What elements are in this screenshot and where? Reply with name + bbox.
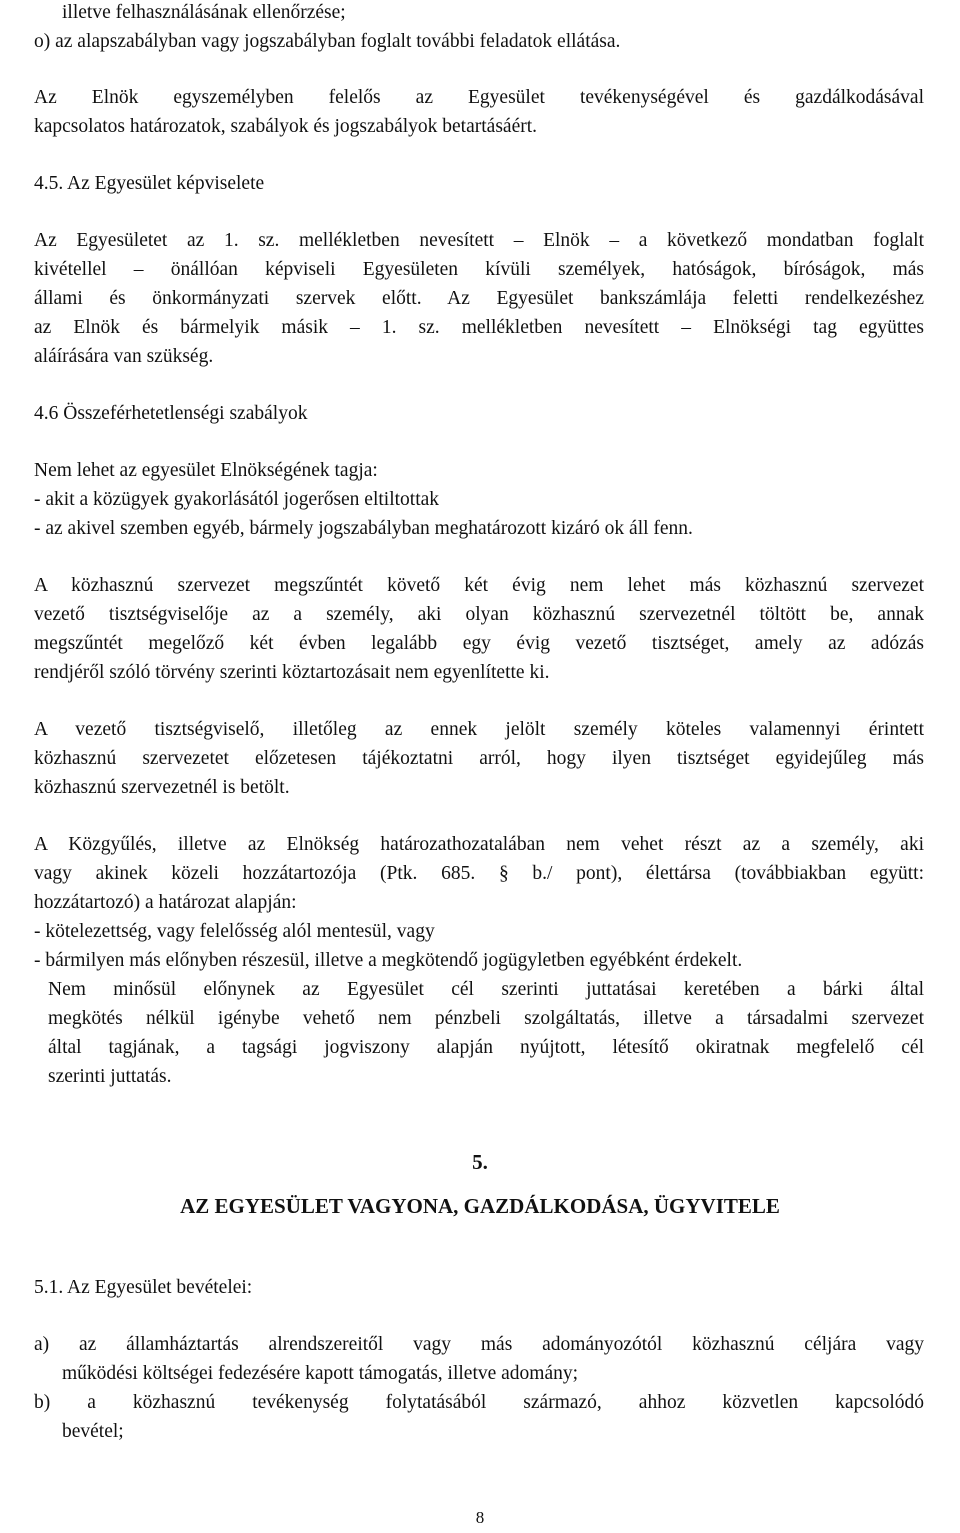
text-line: A Közgyűlés, illetve az Elnökség határozathozatalában nem vehet részt az a személy, aki bbox=[34, 834, 924, 855]
text-line: az Elnök és bármelyik másik – 1. sz. mellékletben nevesített – Elnökségi tag együttes bbox=[34, 317, 924, 338]
list-item: - az akivel szemben egyéb, bármely jogszabályban meghatározott kizáró ok áll fenn. bbox=[34, 518, 693, 539]
text-line: hozzátartozó) a határozat alapján: bbox=[34, 892, 297, 913]
list-item: b) a közhasznú tevékenység folytatásából származó, ahhoz közvetlen kapcsolódó bbox=[34, 1392, 924, 1413]
text-line: kapcsolatos határozatok, szabályok és jogszabályok betartásáért. bbox=[34, 116, 538, 137]
text-line: A közhasznú szervezet megszűntét követő két évig nem lehet más közhasznú szervezet bbox=[34, 575, 924, 596]
text-line: vezető tisztségviselője az a személy, aki olyan közhasznú szervezetnél töltött be, annak bbox=[34, 604, 924, 625]
list-item: - akit a közügyek gyakorlásától jogerősen eltiltottak bbox=[34, 489, 440, 510]
text-line: o) az alapszabályban vagy jogszabályban foglalt további feladatok ellátása. bbox=[34, 31, 621, 52]
section-title-4-5: 4.5. Az Egyesület képviselete bbox=[34, 173, 265, 194]
text-line: Az Egyesületet az 1. sz. mellékletben nevesített – Elnök – a következő mondatban foglalt bbox=[34, 230, 924, 251]
text-line: Az Elnök egyszemélyben felelős az Egyesület tevékenységével és gazdálkodásával bbox=[34, 87, 924, 108]
text-line: Nem lehet az egyesület Elnökségének tagja: bbox=[34, 460, 378, 481]
text-line: által tagjának, a tagsági jogviszony alapján nyújtott, létesítő okiratnak megfelelő cél bbox=[48, 1037, 924, 1058]
list-item: - kötelezettség, vagy felelősség alól mentesül, vagy bbox=[34, 921, 435, 942]
text-line: közhasznú szervezetet előzetesen tájékoztatni arról, hogy ilyen tisztséget egyidejűleg más bbox=[34, 748, 924, 769]
list-item-continuation: működési költségei fedezésére kapott támogatás, illetve adomány; bbox=[62, 1363, 579, 1384]
text-line: A vezető tisztségviselő, illetőleg az ennek jelölt személy köteles valamennyi érintett bbox=[34, 719, 924, 740]
list-item: a) az államháztartás alrendszereitől vagy más adományozótól közhasznú céljára vagy bbox=[34, 1334, 924, 1355]
list-item: - bármilyen más előnyben részesül, illetve a megkötendő jogügyletben egyébként érdekelt. bbox=[34, 950, 743, 971]
text-line: szerinti juttatás. bbox=[48, 1066, 172, 1087]
page-number: 8 bbox=[475, 1508, 485, 1527]
text-line: Nem minősül előnynek az Egyesület cél szerinti juttatásai keretében a bárki által bbox=[48, 979, 924, 1000]
chapter-title: AZ EGYESÜLET VAGYONA, GAZDÁLKODÁSA, ÜGYVITELE bbox=[180, 1194, 780, 1218]
text-line: megkötés nélkül igénybe vehető nem pénzbeli szolgáltatás, illetve a társadalmi szervezet bbox=[48, 1008, 924, 1029]
text-line: illetve felhasználásának ellenőrzése; bbox=[62, 2, 346, 23]
text-line: rendjéről szóló törvény szerinti köztartozásait nem egyenlítette ki. bbox=[34, 662, 550, 683]
text-line: állami és önkormányzati szervek előtt. Az Egyesület bankszámlája feletti rendelkezéshez bbox=[34, 288, 924, 309]
text-line: aláírására van szükség. bbox=[34, 346, 214, 367]
section-title-5-1: 5.1. Az Egyesület bevételei: bbox=[34, 1277, 253, 1298]
text-line: közhasznú szervezetnél is betölt. bbox=[34, 777, 290, 798]
text-line: megszűntét megelőző két évben legalább egy évig vezető tisztséget, amely az adózás bbox=[34, 633, 924, 654]
chapter-number: 5. bbox=[472, 1150, 488, 1174]
list-item-continuation: bevétel; bbox=[62, 1421, 124, 1442]
section-title-4-6: 4.6 Összeférhetetlenségi szabályok bbox=[34, 403, 308, 424]
text-line: vagy akinek közeli hozzátartozója (Ptk. 685. § b./ pont), élettársa (továbbiakban együtt: bbox=[34, 863, 924, 884]
text-line: kivétellel – önállóan képviseli Egyesületen kívüli személyek, hatóságok, bíróságok, más bbox=[34, 259, 924, 280]
